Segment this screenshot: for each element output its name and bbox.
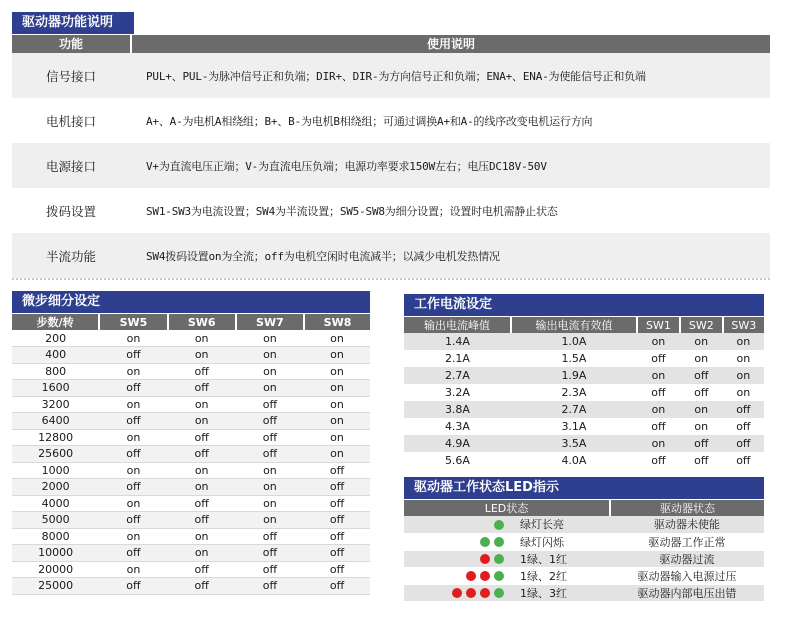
- peak-current-header: 输出电流峰值: [404, 317, 511, 333]
- led-state-cell: 1绿、2红: [514, 567, 610, 584]
- sw5-cell: off: [99, 446, 167, 463]
- green-led-icon: [494, 588, 504, 598]
- sw3-cell: on: [723, 333, 764, 350]
- sw8-cell: off: [304, 561, 370, 578]
- function-name: 电机接口: [45, 113, 96, 129]
- led-state-cell: 1绿、1红: [514, 550, 610, 567]
- sw8-cell: off: [304, 495, 370, 512]
- sw5-cell: on: [99, 429, 167, 446]
- sw7-cell: on: [236, 479, 304, 496]
- red-led-icon: [452, 588, 462, 598]
- steps-cell: 3200: [12, 396, 99, 413]
- sw5-cell: off: [99, 413, 167, 430]
- peak-current-cell: 1.4A: [404, 333, 511, 350]
- steps-column-header: 步数/转: [12, 314, 99, 330]
- function-row: [12, 188, 770, 233]
- sw3-column-header: SW3: [723, 317, 764, 333]
- sw6-cell: on: [168, 462, 236, 479]
- sw6-cell: on: [168, 396, 236, 413]
- steps-cell: 1600: [12, 380, 99, 397]
- sw7-cell: off: [236, 561, 304, 578]
- table-row: [404, 367, 764, 384]
- sw7-cell: off: [236, 528, 304, 545]
- sw6-cell: off: [168, 380, 236, 397]
- sw3-cell: off: [723, 435, 764, 452]
- sw8-cell: on: [304, 396, 370, 413]
- peak-current-cell: 5.6A: [444, 454, 470, 467]
- sw6-cell: off: [168, 495, 236, 512]
- sw2-cell: off: [680, 367, 723, 384]
- divider: [12, 278, 770, 280]
- table-row: [404, 516, 764, 533]
- red-led-icon: [466, 571, 476, 581]
- table-row: [404, 418, 764, 435]
- rms-current-cell: 1.0A: [511, 333, 637, 350]
- rms-current-header: 输出电流有效值: [511, 317, 637, 333]
- sw8-cell: on: [304, 429, 370, 446]
- sw7-cell: off: [236, 396, 304, 413]
- table-row: [404, 350, 764, 367]
- steps-cell: 4000: [12, 495, 99, 512]
- current-table: [404, 317, 764, 469]
- table-row: [12, 446, 370, 463]
- green-led-icon: [480, 537, 490, 547]
- led-lights-cell: [404, 533, 514, 550]
- function-table-header: [12, 35, 770, 53]
- sw8-cell: off: [304, 462, 370, 479]
- sw7-cell: off: [236, 578, 304, 595]
- green-led-icon: [494, 537, 504, 547]
- sw7-cell: on: [236, 462, 304, 479]
- sw6-cell: off: [168, 561, 236, 578]
- sw7-cell: off: [236, 429, 304, 446]
- sw2-cell: off: [680, 435, 723, 452]
- sw7-cell: on: [236, 512, 304, 529]
- rms-current-cell: 1.9A: [511, 367, 637, 384]
- rms-current-cell: 2.7A: [511, 401, 637, 418]
- red-led-icon: [480, 554, 490, 564]
- driver-state-cell: 驱动器输入电源过压: [610, 567, 764, 584]
- sw7-cell: on: [236, 495, 304, 512]
- rms-current-cell: 2.3A: [561, 386, 587, 399]
- led-lights-cell: [404, 567, 514, 584]
- usage-column-header: 使用说明: [132, 35, 770, 53]
- sw8-cell: off: [304, 512, 370, 529]
- sw6-cell: on: [168, 545, 236, 562]
- table-row: [12, 347, 370, 364]
- microstep-section: [12, 291, 370, 595]
- table-row: [404, 550, 764, 567]
- sw5-cell: off: [99, 545, 167, 562]
- steps-cell: 25000: [12, 578, 99, 595]
- table-row: [12, 495, 370, 512]
- steps-cell: 200: [12, 330, 99, 347]
- sw2-cell: on: [680, 401, 723, 418]
- sw1-cell: on: [637, 401, 680, 418]
- sw6-cell: off: [168, 578, 236, 595]
- table-row: [12, 396, 370, 413]
- steps-cell: 800: [12, 363, 99, 380]
- sw5-cell: on: [99, 528, 167, 545]
- steps-cell: 10000: [12, 545, 99, 562]
- red-led-icon: [480, 571, 490, 581]
- steps-cell: 1000: [12, 462, 99, 479]
- sw2-cell: off: [694, 386, 709, 399]
- sw5-cell: off: [99, 512, 167, 529]
- driver-state-cell: 驱动器内部电压出错: [610, 584, 764, 601]
- sw6-cell: on: [168, 347, 236, 364]
- sw3-cell: on: [736, 352, 751, 365]
- led-lights-cell: [404, 516, 514, 533]
- table-row: [12, 429, 370, 446]
- sw5-cell: off: [99, 578, 167, 595]
- sw2-column-header: SW2: [680, 317, 723, 333]
- function-desc: PUL+、PUL-为脉冲信号正和负端；DIR+、DIR-为方向信号正和负端；ENA+、ENA-为使能信号正和负端: [146, 69, 646, 83]
- table-row: [12, 413, 370, 430]
- table-row: [12, 545, 370, 562]
- led-state-cell: 1绿、3红: [514, 584, 610, 601]
- table-row: [12, 578, 370, 595]
- rms-current-cell: 3.5A: [511, 435, 637, 452]
- table-row: [404, 452, 764, 469]
- function-row: [12, 143, 770, 188]
- led-table: [404, 500, 764, 602]
- led-state-cell: 绿灯长亮: [514, 516, 610, 533]
- driver-state-cell: 驱动器工作正常: [610, 533, 764, 550]
- sw8-column-header: SW8: [304, 314, 370, 330]
- function-name: 半流功能: [45, 248, 96, 264]
- peak-current-cell: 4.3A: [444, 420, 470, 433]
- sw5-cell: on: [99, 462, 167, 479]
- sw6-cell: off: [168, 512, 236, 529]
- sw1-cell: off: [651, 386, 666, 399]
- steps-cell: 12800: [12, 429, 99, 446]
- rms-current-cell: 4.0A: [561, 454, 587, 467]
- peak-current-cell: 2.1A: [444, 352, 470, 365]
- table-row: [12, 561, 370, 578]
- sw7-cell: on: [236, 380, 304, 397]
- led-state-cell: 绿灯闪烁: [514, 533, 610, 550]
- sw1-cell: off: [651, 352, 666, 365]
- green-led-icon: [494, 520, 504, 530]
- function-row: [12, 233, 770, 278]
- green-led-icon: [494, 571, 504, 581]
- sw6-cell: off: [168, 429, 236, 446]
- sw8-cell: on: [304, 446, 370, 463]
- sw3-cell: off: [736, 420, 751, 433]
- table-row: [12, 380, 370, 397]
- steps-cell: 8000: [12, 528, 99, 545]
- driver-status-header: 驱动器状态: [610, 500, 764, 516]
- peak-current-cell: 2.7A: [404, 367, 511, 384]
- steps-cell: 25600: [12, 446, 99, 463]
- table-row: [404, 533, 764, 550]
- sw1-cell: on: [637, 367, 680, 384]
- microstep-section-title: 微步细分设定: [12, 291, 370, 313]
- sw1-cell: off: [651, 454, 666, 467]
- sw6-cell: on: [168, 479, 236, 496]
- sw7-cell: off: [236, 413, 304, 430]
- steps-cell: 20000: [12, 561, 99, 578]
- table-row: [12, 330, 370, 347]
- sw5-cell: on: [99, 363, 167, 380]
- table-row: [12, 479, 370, 496]
- sw8-cell: on: [304, 413, 370, 430]
- table-row: [404, 567, 764, 584]
- sw8-cell: on: [304, 363, 370, 380]
- current-header-row: [404, 317, 764, 333]
- sw2-cell: on: [694, 352, 709, 365]
- sw8-cell: off: [304, 528, 370, 545]
- sw3-cell: on: [723, 367, 764, 384]
- steps-cell: 6400: [12, 413, 99, 430]
- sw6-cell: on: [168, 528, 236, 545]
- sw7-cell: off: [236, 545, 304, 562]
- sw8-cell: off: [304, 578, 370, 595]
- sw8-cell: on: [304, 347, 370, 364]
- microstep-header-row: [12, 314, 370, 330]
- sw6-cell: off: [168, 446, 236, 463]
- table-row: [404, 384, 764, 401]
- function-desc: SW4拨码设置on为全流；off为电机空闲时电流减半；以减少电机发热情况: [146, 249, 500, 263]
- sw7-column-header: SW7: [236, 314, 304, 330]
- steps-cell: 2000: [12, 479, 99, 496]
- function-desc: A+、A-为电机A相绕组；B+、B-为电机B相绕组；可通过调换A+和A-的线序改变电机运行方向: [146, 114, 593, 128]
- led-section-title: 驱动器工作状态LED指示: [404, 477, 764, 499]
- green-led-icon: [494, 554, 504, 564]
- table-row: [12, 462, 370, 479]
- peak-current-cell: 3.8A: [404, 401, 511, 418]
- sw2-cell: off: [694, 454, 709, 467]
- sw7-cell: on: [236, 330, 304, 347]
- table-row: [404, 435, 764, 452]
- current-section-title: 工作电流设定: [404, 294, 764, 316]
- peak-current-cell: 3.2A: [444, 386, 470, 399]
- sw6-cell: on: [168, 330, 236, 347]
- current-section: [404, 294, 764, 469]
- sw2-cell: on: [694, 420, 709, 433]
- sw5-cell: on: [99, 396, 167, 413]
- function-name: 拨码设置: [45, 203, 96, 219]
- function-name: 信号接口: [45, 68, 96, 84]
- sw8-cell: off: [304, 545, 370, 562]
- function-column-header: 功能: [12, 35, 130, 53]
- function-section-title: 驱动器功能说明: [12, 12, 134, 34]
- sw3-cell: off: [736, 454, 751, 467]
- peak-current-cell: 4.9A: [404, 435, 511, 452]
- sw8-cell: on: [304, 380, 370, 397]
- led-lights-cell: [404, 550, 514, 567]
- microstep-table: [12, 314, 370, 595]
- sw7-cell: on: [236, 363, 304, 380]
- sw5-cell: off: [99, 479, 167, 496]
- sw6-column-header: SW6: [168, 314, 236, 330]
- sw3-cell: on: [736, 386, 751, 399]
- driver-state-cell: 驱动器过流: [610, 550, 764, 567]
- sw5-cell: off: [99, 380, 167, 397]
- function-row: [12, 98, 770, 143]
- sw6-cell: off: [168, 363, 236, 380]
- sw7-cell: on: [236, 347, 304, 364]
- steps-cell: 400: [12, 347, 99, 364]
- sw5-column-header: SW5: [99, 314, 167, 330]
- sw5-cell: on: [99, 495, 167, 512]
- sw1-cell: off: [651, 420, 666, 433]
- sw1-cell: on: [637, 435, 680, 452]
- sw5-cell: on: [99, 561, 167, 578]
- sw7-cell: off: [236, 446, 304, 463]
- sw5-cell: on: [99, 330, 167, 347]
- function-desc: V+为直流电压正端；V-为直流电压负端；电源功率要求150W左右；电压DC18V-50V: [146, 159, 547, 173]
- sw8-cell: off: [304, 479, 370, 496]
- function-description-section: [12, 12, 770, 280]
- sw6-cell: on: [168, 413, 236, 430]
- table-row: [404, 333, 764, 350]
- sw3-cell: off: [723, 401, 764, 418]
- rms-current-cell: 1.5A: [561, 352, 587, 365]
- table-row: [404, 401, 764, 418]
- led-status-header: LED状态: [404, 500, 610, 516]
- led-header-row: [404, 500, 764, 516]
- driver-state-cell: 驱动器未使能: [610, 516, 764, 533]
- function-desc: SW1-SW3为电流设置；SW4为半流设置；SW5-SW8为细分设置；设置时电机需静止状态: [146, 204, 558, 218]
- steps-cell: 5000: [12, 512, 99, 529]
- led-lights-cell: [404, 584, 514, 601]
- sw2-cell: on: [680, 333, 723, 350]
- sw1-column-header: SW1: [637, 317, 680, 333]
- sw1-cell: on: [637, 333, 680, 350]
- sw8-cell: on: [304, 330, 370, 347]
- table-row: [404, 584, 764, 601]
- red-led-icon: [480, 588, 490, 598]
- function-name: 电源接口: [45, 158, 96, 174]
- table-row: [12, 528, 370, 545]
- rms-current-cell: 3.1A: [561, 420, 587, 433]
- table-row: [12, 512, 370, 529]
- red-led-icon: [466, 588, 476, 598]
- function-row: [12, 53, 770, 98]
- led-section: [404, 477, 764, 602]
- table-row: [12, 363, 370, 380]
- sw5-cell: off: [99, 347, 167, 364]
